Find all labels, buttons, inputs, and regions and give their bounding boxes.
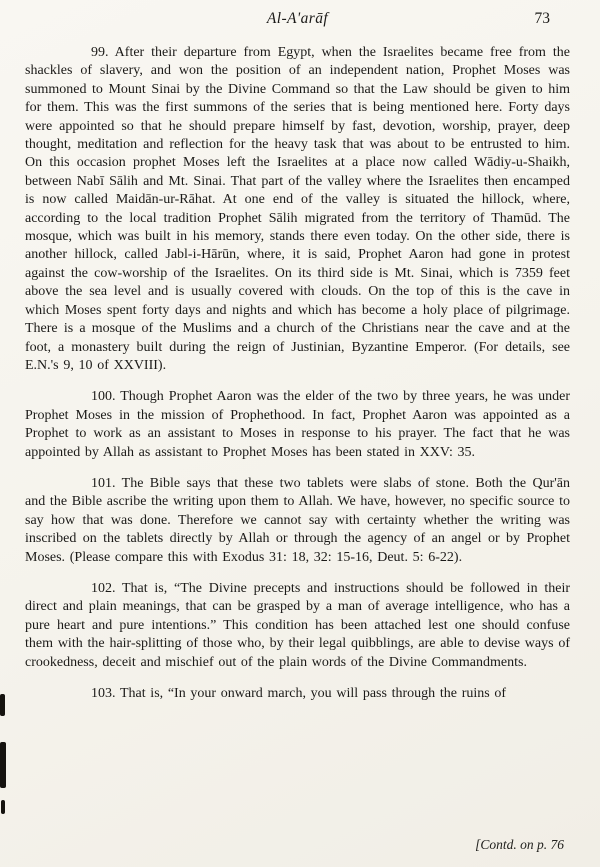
page-number: 73 <box>534 10 550 27</box>
scan-artifact <box>0 742 6 788</box>
footnotes-section <box>25 44 570 703</box>
scan-artifact <box>1 800 5 814</box>
page-title: Al-A'arāf <box>266 10 329 27</box>
footnote-102: 102. That is, “The Divine precepts and instructions should be followed in their direct and plain meanings, that can be grasped by a man of average intelligence, who has a pure heart and pure intentions.” This condition has been attached lest one should confuse them with the hair-splitting of those who, by their legal quibblings, are able to devise ways of crookedness, deceit and mischief out of the plain words of the Divine Commandments. <box>25 580 570 670</box>
scan-artifact <box>0 694 5 716</box>
footnote-99: 99. After their departure from Egypt, when the Israelites became free from the shackles of slavery, and won the position of an independent nation, Prophet Moses was summoned to Mount Sinai by the Divine Command so that the Law should be given to him for them. This was the first summons of the series that is being mentioned here. Forty days were appointed so that he should prepare himself by fast, devotion, worship, prayer, deep thought, meditation and reflection for the heavy task that was about to be entrusted to him. On this occasion prophet Moses left the Israelites at a place now called Wādiy-u-Shaikh, between Nabī Sālih and Mt. Sinai. That part of the valley where the Israelites then encamped is now called Maidān-ur-Rāhat. At one end of the valley is situated the hillock, where, according to the local tradition Prophet Sālih migrated from the territory of Thamūd. The mosque, which was built in his memory, stands there even today. On the other side, there is another hillock, called Jabl-i-Hārūn, where, it is said, Prophet Aaron had gone in protest against the cow-worship of the Israelites. On its third side is Mt. Sinai, which is 7359 feet above the sea level and is usually covered with clouds. On the top of this is the cave in which Moses spent forty days and nights and which has become a holy place of pilgrimage. There is a mosque of the Muslims and a church of the Christians near the cave and at the foot, a monastery built during the reign of Justinian, Byzantine Emperor. (For details, see E.N.'s 9, 10 of XXVIII). <box>25 45 570 373</box>
footnote-100: 100. Though Prophet Aaron was the elder of the two by three years, he was under Prophet Moses in the mission of Prophethood. In fact, Prophet Aaron was appointed as a Prophet to work as an assistant to Moses in response to his prayer. The fact that he was appointed by Allah as assistant to Prophet Moses has been stated in XXV: 35. <box>25 389 570 460</box>
page-header <box>25 10 570 36</box>
continuation-note: [Contd. on p. 76 <box>475 837 564 852</box>
footnote-101: 101. The Bible says that these two tablets were slabs of stone. Both the Qur'ān and the Bible ascribe the writing upon them to Allah. We have, however, no specific source to say how that was done. Therefore we cannot say with certainty whether the writing was inscribed on the tablets directly by Allah or through the agency of an angel or by Prophet Moses. (Please compare this with Exodus 31: 18, 32: 15-16, Deut. 5: 6-22). <box>25 475 570 565</box>
footnote-103: 103. That is, “In your onward march, you will pass through the ruins of <box>91 686 507 701</box>
